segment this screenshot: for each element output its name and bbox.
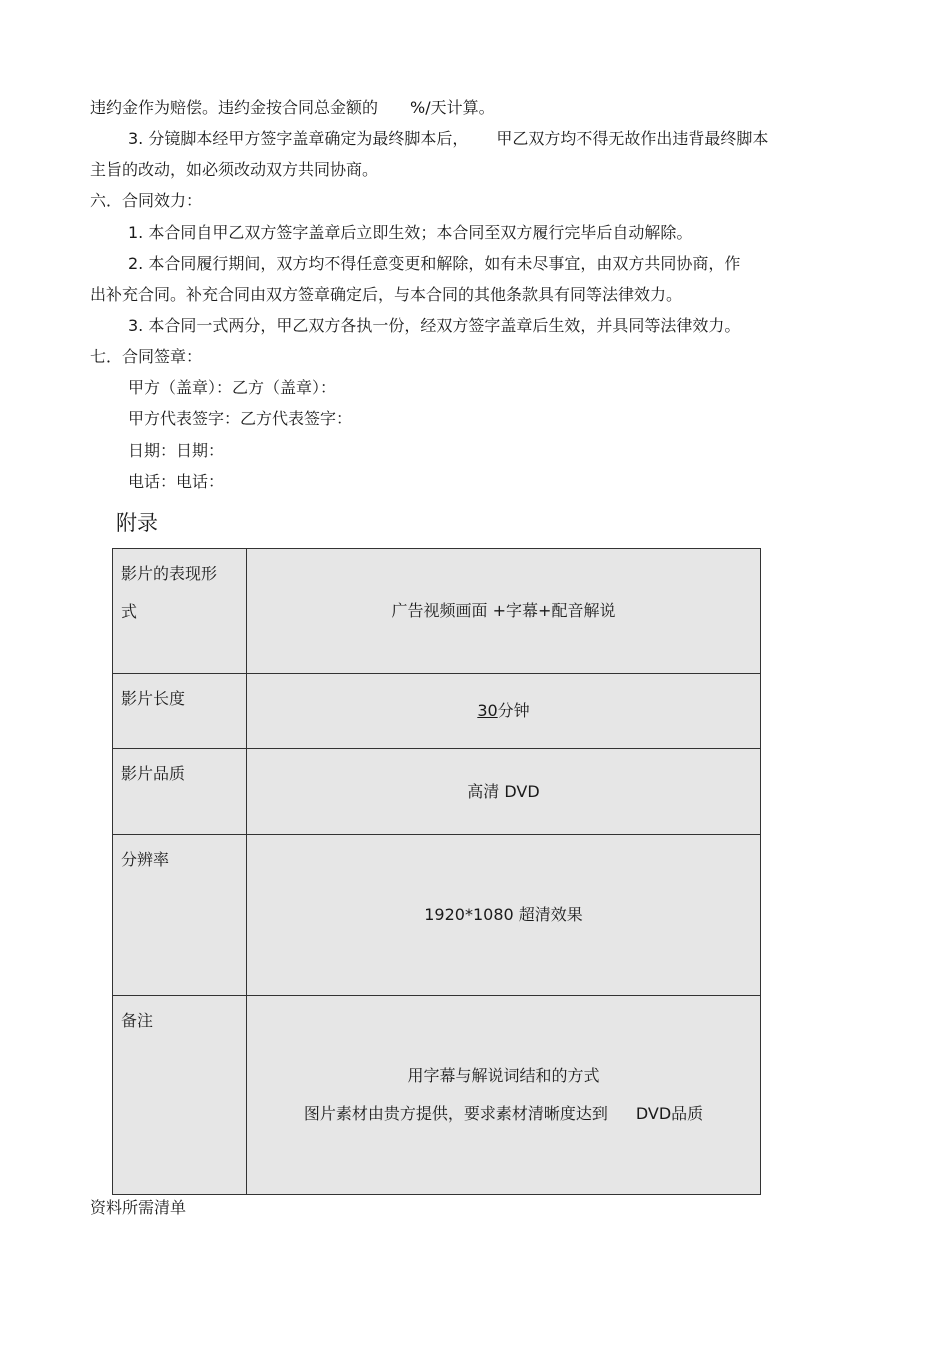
row-value-quality <box>247 749 761 835</box>
clause-6-1: 1. 本合同自甲乙双方签字盖章后立即生效；本合同至双方履行完毕后自动解除。 <box>128 223 693 242</box>
row-value-quality-text: 高清 DVD <box>467 781 540 801</box>
signature-phone-line: 电话：电话： <box>128 472 225 491</box>
table-row <box>113 674 761 749</box>
table-row <box>113 549 761 674</box>
row-label-quality <box>113 749 247 835</box>
row-label-quality-text: 影片品质 <box>121 764 186 783</box>
clause-6-2-continued: 出补充合同。补充合同由双方签章确定后，与本合同的其他条款具有同等法律效力。 <box>90 285 683 304</box>
signature-seal-line: 甲方（盖章）：乙方（盖章）： <box>128 378 337 397</box>
row-value-length-number: 30 <box>477 701 498 720</box>
clause-penalty-line <box>90 97 495 119</box>
row-value-format-text: 广告视频画面 +字幕+配音解说 <box>391 601 616 620</box>
clause-5-3-text-a: 3. 分镜脚本经甲方签字盖章确定为最终脚本后， <box>128 129 469 148</box>
row-label-length-text: 影片长度 <box>121 689 186 708</box>
section-7-heading: 七．合同签章： <box>90 347 203 366</box>
signature-date-line: 日期：日期： <box>128 441 225 460</box>
row-label-format <box>113 549 247 674</box>
row-value-length <box>247 674 761 749</box>
clause-6-2: 2. 本合同履行期间，双方均不得任意变更和解除，如有未尽事宜，由双方共同协商，作 <box>128 254 741 273</box>
row-label-resolution-text: 分辨率 <box>121 850 170 869</box>
row-value-notes-line2 <box>247 1095 760 1133</box>
table-row <box>113 996 761 1195</box>
row-label-length <box>113 674 247 749</box>
row-value-notes-line2a: 图片素材由贵方提供，要求素材清晰度达到 <box>303 1104 608 1123</box>
clause-penalty-rate: %/天计算。 <box>410 98 495 117</box>
row-value-format <box>247 549 761 674</box>
row-value-notes-line1: 用字幕与解说词结和的方式 <box>407 1066 600 1085</box>
row-value-length-wrap <box>247 692 760 730</box>
clause-5-3-text-b: 甲乙双方均不得无故作出违背最终脚本 <box>496 129 769 148</box>
row-value-resolution-text: 1920*1080 超清效果 <box>424 905 583 924</box>
row-label-notes-text: 备注 <box>121 1011 154 1030</box>
row-label-format-line2: 式 <box>121 602 138 621</box>
clause-5-3-continued: 主旨的改动，如必须改动双方共同协商。 <box>90 160 379 179</box>
row-value-notes <box>247 996 761 1195</box>
signature-rep-line: 甲方代表签字：乙方代表签字： <box>128 409 353 428</box>
row-value-notes-wrap <box>247 1057 760 1133</box>
clause-6-3: 3. 本合同一式两分，甲乙双方各执一份，经双方签字盖章后生效，并具同等法律效力。 <box>128 316 741 335</box>
clause-5-3-line <box>128 128 768 150</box>
materials-list-heading: 资料所需清单 <box>90 1198 187 1217</box>
row-value-length-unit: 分钟 <box>497 701 530 720</box>
appendix-table <box>112 548 761 1195</box>
clause-penalty-text: 违约金作为赔偿。违约金按合同总金额的 <box>90 98 379 117</box>
row-label-resolution <box>113 835 247 996</box>
row-label-notes <box>113 996 247 1195</box>
table-row <box>113 749 761 835</box>
row-value-notes-line2b: DVD品质 <box>635 1104 704 1123</box>
appendix-title: 附录 <box>116 511 158 535</box>
table-row <box>113 835 761 996</box>
section-6-heading: 六．合同效力： <box>90 191 203 210</box>
row-value-resolution <box>247 835 761 996</box>
row-label-format-line1: 影片的表现形 <box>121 564 218 583</box>
